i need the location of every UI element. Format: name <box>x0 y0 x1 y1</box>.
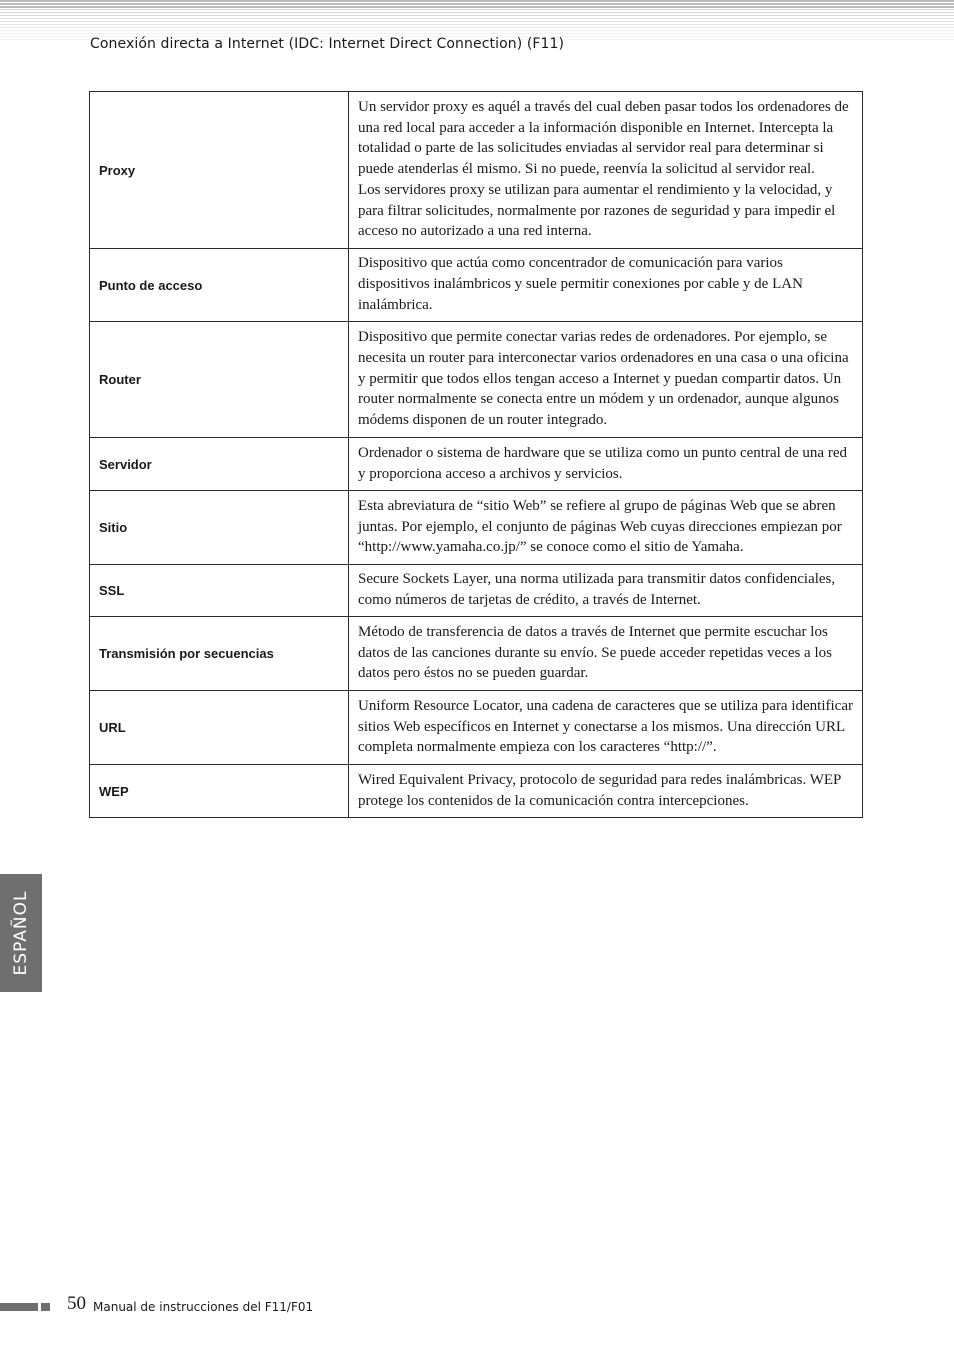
definition-cell: Método de transferencia de datos a través de Internet que permite escuchar los datos de las canciones durante su envío. Se puede acceder repetidas veces a los datos pero éstos no se pueden guardar. <box>349 617 863 691</box>
manual-title: Manual de instrucciones del F11/F01 <box>93 1300 314 1314</box>
header-stripes-band <box>0 0 954 8</box>
definition-cell: Ordenador o sistema de hardware que se utiliza como un punto central de una red y proporciona acceso a archivos y servicios. <box>349 438 863 491</box>
section-title: Conexión directa a Internet (IDC: Internet Direct Connection) (F11) <box>90 36 565 52</box>
table-row <box>90 438 863 491</box>
term-cell: Proxy <box>90 92 349 249</box>
term-cell: Router <box>90 322 349 438</box>
definition-cell: Un servidor proxy es aquél a través del cual deben pasar todos los ordenadores de una red local para acceder a la información disponible en Internet. Intercepta la totalidad o parte de las solicitudes enviadas al servidor real para determinar si puede atenderlas él mismo. Si no puede, reenvía la solicitud al servidor real. Los servidores proxy se utilizan para aumentar el rendimiento y la velocidad, y para filtrar solicitudes, normalmente por razones de seguridad y para impedir el acceso no autorizado a una red interna. <box>349 92 863 249</box>
definition-cell: Esta abreviatura de “sitio Web” se refiere al grupo de páginas Web que se abren juntas. Por ejemplo, el conjunto de páginas Web cuyas direcciones empiezan por “http://www.yamaha.co.jp/” se conoce como el sitio de Yamaha. <box>349 491 863 565</box>
table-row <box>90 765 863 818</box>
definition-cell: Dispositivo que actúa como concentrador de comunicación para varios dispositivos inalámbricos y suele permitir conexiones por cable y de LAN inalámbrica. <box>349 249 863 322</box>
term-cell: WEP <box>90 765 349 818</box>
term-cell: URL <box>90 691 349 765</box>
table-row <box>90 617 863 691</box>
footer-bar <box>0 1303 38 1311</box>
term-cell: SSL <box>90 565 349 617</box>
definition-cell: Wired Equivalent Privacy, protocolo de seguridad para redes inalámbricas. WEP protege los contenidos de la comunicación contra intercepciones. <box>349 765 863 818</box>
language-tab-label: ESPAÑOL <box>11 890 31 976</box>
table-row <box>90 491 863 565</box>
table-row <box>90 565 863 617</box>
page-number: 50 <box>67 1293 86 1314</box>
table-row <box>90 92 863 249</box>
term-cell: Transmisión por secuencias <box>90 617 349 691</box>
term-cell: Sitio <box>90 491 349 565</box>
footer-bar-square <box>41 1303 50 1311</box>
table-row <box>90 249 863 322</box>
definition-cell: Dispositivo que permite conectar varias redes de ordenadores. Por ejemplo, se necesita un router para interconectar varios ordenadores en una casa o una oficina y permitir que todos ellos tengan acceso a Internet y puedan compartir datos. Un router normalmente se conecta entre un módem y un ordenador, aunque algunos módems disponen de un router integrado. <box>349 322 863 438</box>
table-row <box>90 322 863 438</box>
definition-cell: Uniform Resource Locator, una cadena de caracteres que se utiliza para identificar sitios Web específicos en Internet y conectarse a los mismos. Una dirección URL completa normalmente empieza con los caracteres “http://”. <box>349 691 863 765</box>
language-tab <box>0 874 42 992</box>
term-cell: Servidor <box>90 438 349 491</box>
glossary-table <box>89 91 863 818</box>
table-row <box>90 691 863 765</box>
definition-cell: Secure Sockets Layer, una norma utilizada para transmitir datos confidenciales, como números de tarjetas de crédito, a través de Internet. <box>349 565 863 617</box>
term-cell: Punto de acceso <box>90 249 349 322</box>
